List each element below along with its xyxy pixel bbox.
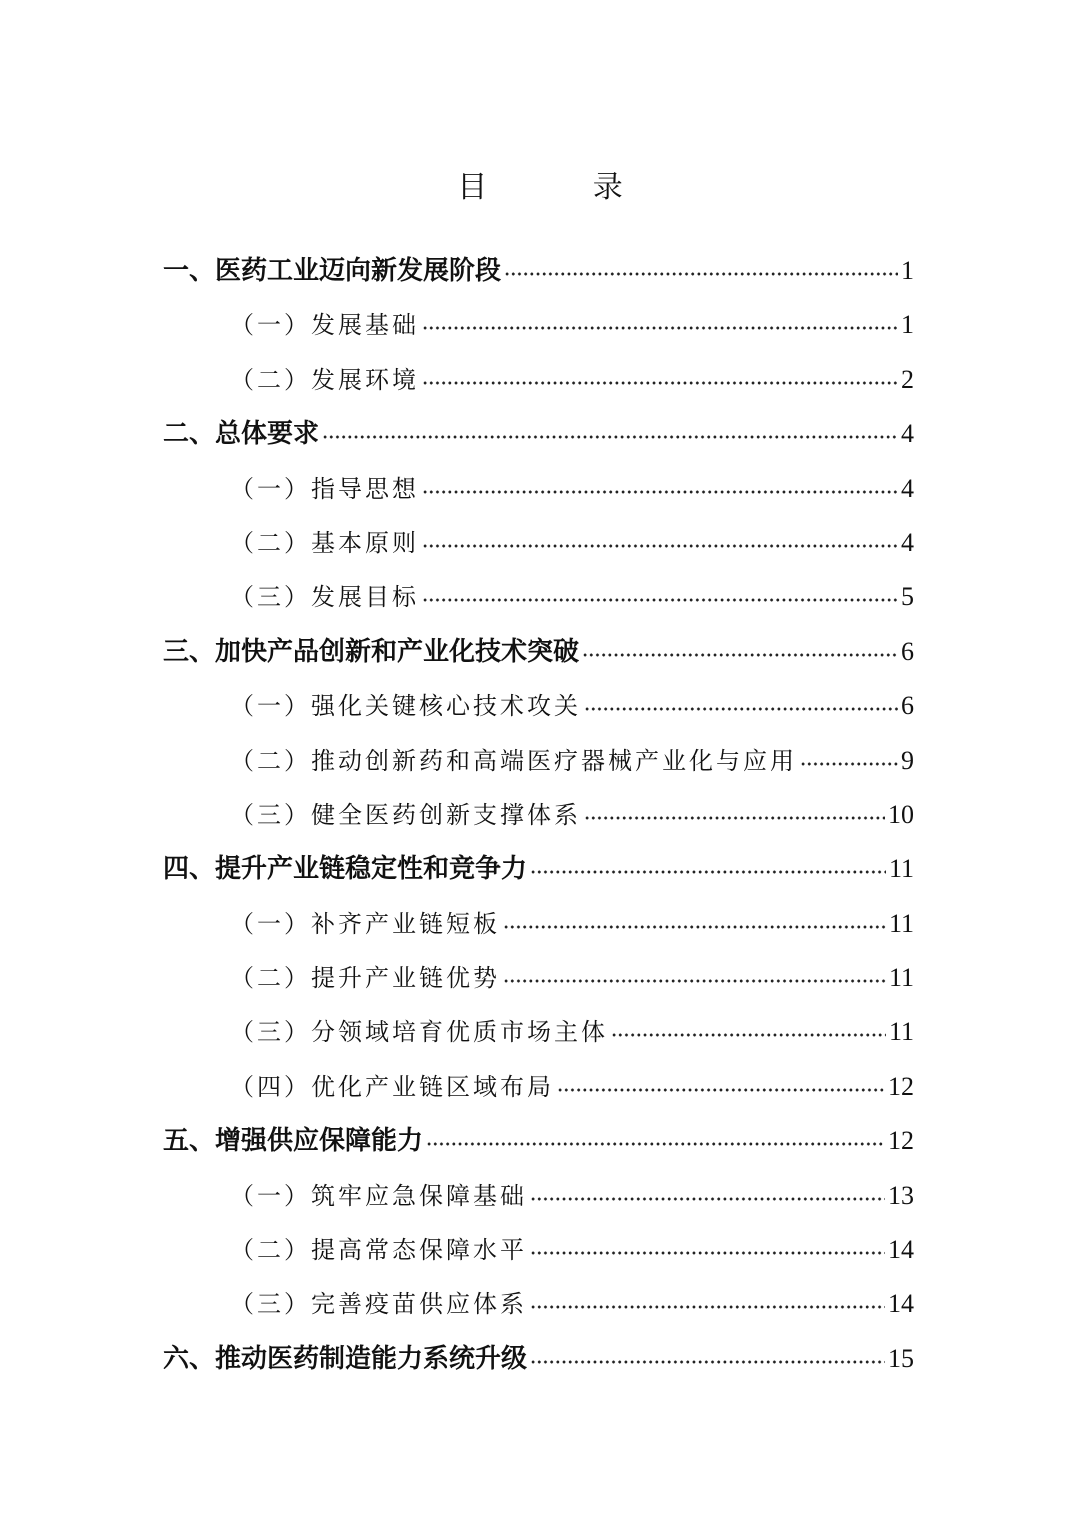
dot-leader (422, 324, 898, 332)
toc-entry-page: 9 (901, 745, 914, 775)
dot-leader (530, 1358, 885, 1366)
toc-entry[interactable] (0, 679, 1080, 733)
toc-entry-label: 五、增强供应保障能力 (163, 1126, 424, 1157)
toc-entry-label: （一）指导思想 (230, 474, 419, 503)
toc-entry[interactable] (0, 897, 1080, 951)
toc-entry[interactable] (0, 462, 1080, 516)
dot-leader (426, 1140, 885, 1148)
toc-entry[interactable] (0, 1114, 1080, 1168)
dot-leader (530, 1249, 885, 1257)
toc-entry-label: 六、推动医药制造能力系统升级 (163, 1343, 528, 1374)
dot-leader (503, 923, 886, 931)
toc-entry-page: 4 (901, 419, 914, 449)
toc-entry[interactable] (0, 1277, 1080, 1331)
toc-entry[interactable] (0, 1005, 1080, 1059)
toc-entry-page: 4 (901, 473, 914, 503)
toc-entry-label: （四）优化产业链区域布局 (230, 1072, 554, 1101)
toc-entry-label: （一）发展基础 (230, 311, 419, 340)
toc-entry-label: （三）分领域培育优质市场主体 (230, 1018, 608, 1047)
dot-leader (503, 977, 886, 985)
toc-entry-page: 1 (901, 256, 914, 285)
toc-entry-page: 11 (888, 908, 914, 938)
toc-entry-label: （二）基本原则 (230, 528, 419, 557)
toc-entry-label: （三）发展目标 (230, 583, 419, 612)
toc-entry[interactable] (0, 244, 1080, 298)
toc-entry[interactable] (0, 1169, 1080, 1223)
page-title: 目 录 (457, 170, 671, 205)
toc-entry[interactable] (0, 788, 1080, 842)
dot-leader (530, 868, 886, 876)
toc-entry-label: （二）推动创新药和高端医疗器械产业化与应用 (230, 746, 797, 775)
toc-entry-label: （一）补齐产业链短板 (230, 909, 500, 938)
toc-entry[interactable] (0, 298, 1080, 352)
toc-entry-label: 一、医药工业迈向新发展阶段 (163, 256, 502, 286)
dot-leader (422, 379, 898, 387)
toc-entry-page: 5 (901, 582, 914, 612)
toc-entry[interactable] (0, 951, 1080, 1005)
toc-entry[interactable] (0, 1332, 1080, 1386)
dot-leader (557, 1086, 885, 1094)
toc-entry[interactable] (0, 353, 1080, 407)
dot-leader (322, 433, 898, 441)
toc-entry-label: 二、总体要求 (163, 419, 320, 450)
dot-leader (800, 760, 898, 768)
toc-entry-page: 11 (888, 963, 914, 993)
dot-leader (504, 270, 898, 278)
toc-entry-page: 14 (888, 1235, 914, 1265)
toc-entry-page: 12 (888, 1126, 914, 1156)
dot-leader (422, 596, 898, 604)
dot-leader (584, 705, 898, 713)
toc-entry-label: （二）发展环境 (230, 365, 419, 394)
dot-leader (584, 814, 885, 822)
toc-entry-page: 10 (888, 799, 914, 829)
toc-entry-page: 13 (888, 1180, 914, 1210)
toc-entry-label: （三）完善疫苗供应体系 (230, 1290, 527, 1319)
toc-entry-page: 11 (888, 854, 914, 884)
toc-entry-label: 三、加快产品创新和产业化技术突破 (163, 636, 580, 667)
dot-leader (422, 542, 898, 550)
dot-leader (530, 1303, 885, 1311)
toc-entry-page: 4 (901, 527, 914, 557)
toc-entry[interactable] (0, 516, 1080, 570)
toc-entry[interactable] (0, 842, 1080, 896)
dot-leader (611, 1031, 886, 1039)
toc-entry-page: 11 (888, 1017, 914, 1047)
toc-entry-page: 14 (888, 1289, 914, 1319)
toc-entry-page: 6 (901, 636, 914, 666)
toc-entry-page: 6 (901, 691, 914, 721)
dot-leader (582, 651, 898, 659)
dot-leader (530, 1195, 885, 1203)
toc-entry-label: （一）强化关键核心技术攻关 (230, 692, 581, 721)
toc-entry-page: 2 (901, 364, 914, 394)
toc-entry[interactable] (0, 1060, 1080, 1114)
toc-entry[interactable] (0, 734, 1080, 788)
toc-entry-page: 1 (901, 310, 914, 340)
toc-entry-label: （一）筑牢应急保障基础 (230, 1181, 527, 1210)
table-of-contents (0, 244, 1080, 1386)
dot-leader (422, 488, 898, 496)
toc-entry-page: 15 (888, 1343, 914, 1373)
toc-entry-label: （二）提升产业链优势 (230, 964, 500, 993)
toc-entry-label: （二）提高常态保障水平 (230, 1236, 527, 1265)
toc-entry[interactable] (0, 570, 1080, 624)
toc-entry[interactable] (0, 407, 1080, 461)
toc-entry[interactable] (0, 625, 1080, 679)
toc-entry[interactable] (0, 1223, 1080, 1277)
toc-entry-label: 四、提升产业链稳定性和竞争力 (163, 854, 528, 885)
toc-entry-label: （三）健全医药创新支撑体系 (230, 800, 581, 829)
toc-entry-page: 12 (888, 1071, 914, 1101)
